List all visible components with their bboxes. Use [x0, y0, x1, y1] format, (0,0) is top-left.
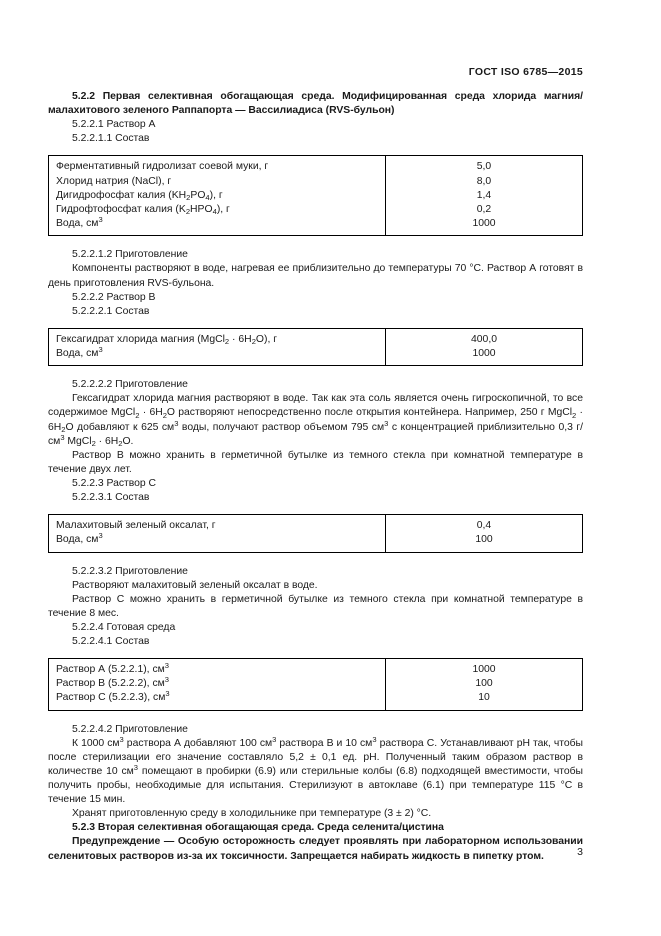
- para-text: с концентрацией приблизительно 0,3 г/см: [48, 421, 583, 447]
- para-5-2-2-2-2-a: [48, 392, 583, 448]
- cell-text: Раствор А (5.2.2.1), см: [56, 664, 165, 676]
- para-text: К 1000 см: [72, 737, 120, 749]
- cell-text: Вода, см: [56, 348, 99, 360]
- cell-superscript: 3: [98, 531, 103, 541]
- para-text: · 6H: [48, 407, 583, 433]
- para-5-2-2-2-2-b: Раствор В можно хранить в герметичной бутылке из темного стекла при комнатной температуре в течение двух лет.: [48, 449, 583, 475]
- para-text: Гексагидрат хлорида магния растворяют в воде. Так как эта соль является очень гигроскопичной, то все содержимое MgCl: [48, 393, 583, 419]
- table-row: [49, 515, 583, 534]
- page-header: ГОСТ ISO 6785—2015: [468, 66, 583, 78]
- table-cell-value: 10: [478, 692, 490, 704]
- unit-superscript: 3: [372, 734, 377, 744]
- heading-5-2-2-3-1: 5.2.2.3.1 Состав: [72, 492, 150, 504]
- table-row: [49, 659, 583, 678]
- page-content: [48, 0, 583, 864]
- table-cell-value: 100: [475, 534, 493, 546]
- chem-subscript: 2: [91, 438, 96, 448]
- para-text: MgCl: [64, 435, 92, 447]
- table-cell-name: [49, 217, 386, 236]
- cell-text: ), г: [216, 203, 230, 215]
- table-cell-value: 0,2: [476, 203, 492, 215]
- table-row: [49, 347, 583, 366]
- table-cell-value: 1,4: [476, 189, 492, 201]
- para-5-2-2-3-2-b: Раствор С можно хранить в герметичной бутылке из темного стекла при комнатной температуре в течение 8 мес.: [48, 593, 583, 619]
- cell-text: Ферментативный гидролизат соевой муки, г: [56, 161, 269, 173]
- heading-5-2-2-1-1: 5.2.2.1.1 Состав: [72, 133, 150, 145]
- para-5-2-2-4-2-a: [48, 734, 584, 807]
- table-row: [49, 533, 583, 552]
- table-row: [49, 175, 583, 189]
- table-ready-medium: [48, 658, 583, 711]
- cell-text: Дигидрофосфат калия (KH: [56, 189, 187, 201]
- para-text: помещают в пробирки (6.9) или стерильные колбы (6.8) подходящей вместимости, чтобы получить пробы, необходимые для испытания. Стерилизуют в автоклаве (6.1) при температуре 115 °С в течение 15 мин.: [48, 765, 583, 806]
- table-cell-name: [49, 156, 386, 175]
- para-text: раствора А добавляют 100 см: [123, 737, 273, 749]
- table-cell-name: [49, 691, 386, 710]
- heading-5-2-2: 5.2.2 Первая селективная обогащающая среда. Модифицированная среда хлорида магния/малахитового зеленого Раппапорта — Вассилиадиса (RVS-бульон): [48, 91, 583, 117]
- unit-superscript: 3: [133, 762, 138, 772]
- cell-superscript: 3: [164, 661, 170, 671]
- unit-superscript: 3: [60, 432, 65, 442]
- table-solution-a: [48, 155, 583, 236]
- table-row: [49, 203, 583, 217]
- cell-superscript: 3: [164, 675, 170, 685]
- unit-superscript: 3: [384, 418, 389, 428]
- cell-text: HPO: [190, 203, 213, 215]
- chem-subscript: 2: [135, 410, 140, 420]
- para-text: · 6H: [139, 407, 163, 419]
- cell-subscript: 4: [205, 192, 210, 202]
- cell-text: ), г: [209, 189, 223, 201]
- table-cell-value: 400,0: [470, 333, 497, 345]
- cell-text: PO: [190, 189, 206, 201]
- table-cell-value: 1000: [472, 664, 496, 676]
- cell-text: Раствор В (5.2.2.2), см: [56, 678, 165, 690]
- unit-superscript: 3: [119, 734, 124, 744]
- cell-superscript: 3: [98, 215, 103, 225]
- cell-superscript: 3: [98, 345, 103, 355]
- cell-text: · 6H: [229, 333, 252, 345]
- table-cell-value: 5,0: [476, 161, 492, 173]
- heading-5-2-2-3-2: 5.2.2.3.2 Приготовление: [72, 565, 188, 577]
- table-row: [49, 217, 583, 236]
- para-text: · 6H: [95, 435, 119, 447]
- table-cell-value: 0,4: [476, 520, 492, 532]
- heading-5-2-2-2: 5.2.2.2 Раствор В: [72, 291, 156, 303]
- table-cell-name: [49, 175, 386, 189]
- chem-subscript: 2: [118, 438, 123, 448]
- heading-5-2-2-4-2: 5.2.2.4.2 Приготовление: [72, 723, 188, 735]
- para-text: воды, получают раствор объемом 795 см: [178, 421, 385, 433]
- heading-5-2-2-1-2: 5.2.2.1.2 Приготовление: [72, 249, 188, 261]
- cell-text: Хлорид натрия (NaCl), г: [56, 175, 172, 187]
- table-row: [49, 328, 583, 347]
- table-cell-name: [49, 347, 386, 366]
- cell-text: Вода, см: [56, 218, 99, 230]
- warning-5-2-3: Предупреждение — Особую осторожность следует проявлять при лабораторном использовании селенитовых растворов из-за их токсичности. Запрещается набирать жидкость в пипетку ртом.: [48, 836, 583, 862]
- table-cell-value: 1000: [472, 348, 496, 360]
- table-row: [49, 189, 583, 203]
- page-number: 3: [577, 846, 583, 858]
- cell-subscript: 4: [212, 207, 217, 217]
- table-cell-name: [49, 659, 386, 678]
- heading-5-2-2-2-1: 5.2.2.2.1 Состав: [72, 305, 150, 317]
- heading-5-2-2-2-2: 5.2.2.2.2 Приготовление: [72, 379, 188, 391]
- cell-subscript: 2: [251, 337, 256, 347]
- cell-text: Малахитовый зеленый оксалат, г: [56, 520, 216, 532]
- cell-text: Гидрофтофосфат калия (K: [56, 203, 186, 215]
- heading-5-2-2-4-1: 5.2.2.4.1 Состав: [72, 635, 150, 647]
- table-row: [49, 156, 583, 175]
- unit-superscript: 3: [174, 418, 179, 428]
- cell-subscript: 2: [224, 337, 230, 347]
- cell-superscript: 3: [165, 689, 170, 699]
- unit-superscript: 3: [272, 734, 277, 744]
- cell-text: Вода, см: [56, 534, 99, 546]
- chem-subscript: 2: [162, 410, 167, 420]
- heading-5-2-3: 5.2.3 Вторая селективная обогащающая среда. Среда селенита/цистина: [72, 822, 444, 834]
- para-5-2-2-4-2-b: Хранят приготовленную среду в холодильнике при температуре (3 ± 2) °С.: [72, 808, 432, 820]
- heading-5-2-2-4: 5.2.2.4 Готовая среда: [72, 621, 176, 633]
- cell-text: O), г: [255, 333, 278, 345]
- para-5-2-2-1-2: Компоненты растворяют в воде, нагревая ее приблизительно до температуры 70 °С. Раствор А готовят в день приготовления RVS-бульона.: [48, 263, 583, 289]
- cell-subscript: 2: [186, 192, 191, 202]
- cell-text: Раствор С (5.2.2.3), см: [56, 692, 166, 704]
- table-cell-name: [49, 533, 386, 552]
- table-row: [49, 677, 583, 691]
- table-cell-name: [49, 189, 386, 203]
- table-solution-b: [48, 328, 583, 366]
- table-cell-name: [49, 677, 386, 691]
- para-text: раствора В и 10 см: [276, 737, 373, 749]
- heading-5-2-2-1: 5.2.2.1 Раствор А: [72, 119, 156, 131]
- table-solution-c: [48, 514, 583, 552]
- chem-subscript: 2: [61, 424, 66, 434]
- heading-5-2-2-3: 5.2.2.3 Раствор С: [72, 477, 156, 489]
- para-text: O.: [122, 435, 134, 447]
- table-row: [49, 691, 583, 710]
- para-text: раствора С. Устанавливают рН так, чтобы после стерилизации его значение составляло 5,2 ± 0,1 ед. рН. Полученный таким образом раствор в количестве 10 см: [48, 737, 584, 777]
- table-cell-value: 1000: [472, 218, 496, 230]
- cell-subscript: 2: [185, 207, 191, 217]
- chem-subscript: 2: [572, 410, 577, 420]
- table-cell-value: 100: [475, 678, 493, 690]
- para-5-2-2-3-2-a: Растворяют малахитовый зеленый оксалат в воде.: [72, 579, 318, 591]
- cell-text: Гексагидрат хлорида магния (MgCl: [56, 333, 225, 345]
- para-text: O растворяют непосредственно после открытия контейнера. Например, 250 г MgCl: [166, 407, 573, 419]
- para-text: O добавляют к 625 см: [65, 421, 175, 433]
- table-cell-value: 8,0: [476, 175, 492, 187]
